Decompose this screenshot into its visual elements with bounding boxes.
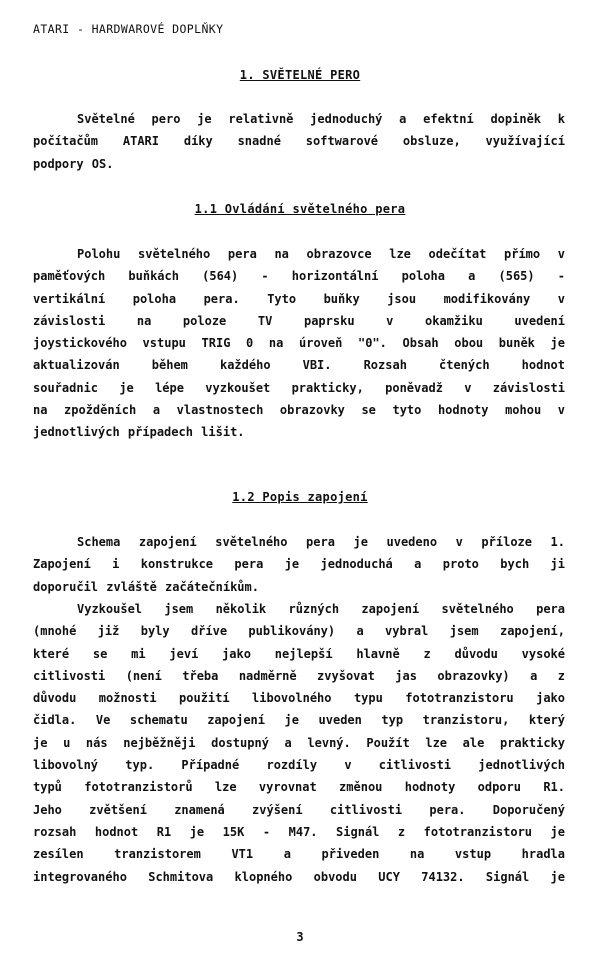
- section-1-2-title: 1.2 Popis zapojení: [232, 490, 368, 504]
- section-1-title: 1. SVĚTELNÉ PERO: [239, 68, 361, 82]
- text-line: typů fototranzistorů lze vyrovnat změnou hodnoty odporu R1.: [33, 780, 565, 795]
- page-number: 3: [296, 930, 304, 944]
- section-1-1-paragraph: [33, 243, 565, 444]
- text-line: libovolný typ. Případné rozdíly v citlivosti jednotlivých: [33, 758, 565, 773]
- text-line: Jeho zvětšení znamená zvýšení citlivosti pera. Doporučený: [33, 802, 565, 817]
- text-line: počítačům ATARI díky snadné softwarové obsluze, využívající: [33, 134, 565, 149]
- text-line: Zapojení i konstrukce pera je jednoduchá a proto bych ji: [33, 557, 565, 572]
- text-line: citlivosti (není třeba nadměrně zvyšovat jas obrazovky) a z: [33, 668, 565, 683]
- text-line: souřadnic je lépe vyzkoušet prakticky, poněvadž v závislosti: [33, 380, 565, 395]
- text-line: integrovaného Schmitova klopného obvodu UCY 74132. Signál je: [33, 869, 565, 884]
- text-line: rozsah hodnot R1 je 15K - M47. Signál z fototranzistoru je: [33, 824, 565, 839]
- text-line: joystickového vstupu TRIG 0 na úroveň "0". Obsah obou buněk je: [33, 336, 565, 351]
- text-line: Schema zapojení světelného pera je uvedeno v příloze 1.: [77, 535, 565, 549]
- text-line: zesílen tranzistorem VT1 a přiveden na vstup hradla: [33, 847, 565, 862]
- text-line: Světelné pero je relativně jednoduchý a efektní dopiněk k: [77, 112, 565, 126]
- text-line: závislosti na poloze TV paprsku v okamžiku uvedení: [33, 313, 565, 328]
- text-line: vertikální poloha pera. Tyto buňky jsou modifikovány v: [33, 291, 565, 306]
- text-line: Vyzkoušel jsem několik různých zapojení světelného pera: [77, 602, 565, 616]
- section-1-1-title: 1.1 Ovládání světelného pera: [194, 202, 406, 216]
- text-line: (mnohé již byly dříve publikovány) a vybral jsem zapojení,: [33, 624, 565, 639]
- text-line: důvodu možnosti použití libovolného typu fototranzistoru jako: [33, 691, 565, 706]
- text-line: je u nás nejběžněji dostupný a levný. Použít lze ale prakticky: [33, 735, 565, 750]
- text-line: na zpožděních a vlastnostech obrazovky se tyto hodnoty mohou v: [33, 403, 565, 418]
- text-line: čidla. Ve schematu zapojení je uveden typ tranzistoru, který: [33, 713, 565, 728]
- text-line: Polohu světelného pera na obrazovce lze odečítat přímo v: [77, 247, 565, 261]
- section-1-2-paragraph-2: [33, 598, 565, 888]
- text-line: doporučil zvláště začátečníkům.: [33, 579, 259, 594]
- text-line: paměťových buňkách (564) - horizontální poloha a (565) -: [33, 269, 565, 284]
- running-head: ATARI - HARDWAROVÉ DOPLŇKY: [33, 22, 224, 36]
- text-line: podpory OS.: [33, 156, 114, 171]
- section-1-2-paragraph-1: [33, 531, 565, 598]
- section-1-paragraph: [33, 108, 565, 175]
- text-line: aktualizován během každého VBI. Rozsah čtených hodnot: [33, 358, 565, 373]
- text-line: jednotlivých případech lišit.: [33, 425, 245, 440]
- text-line: které se mi jeví jako nejlepší hlavně z důvodu vysoké: [33, 646, 565, 661]
